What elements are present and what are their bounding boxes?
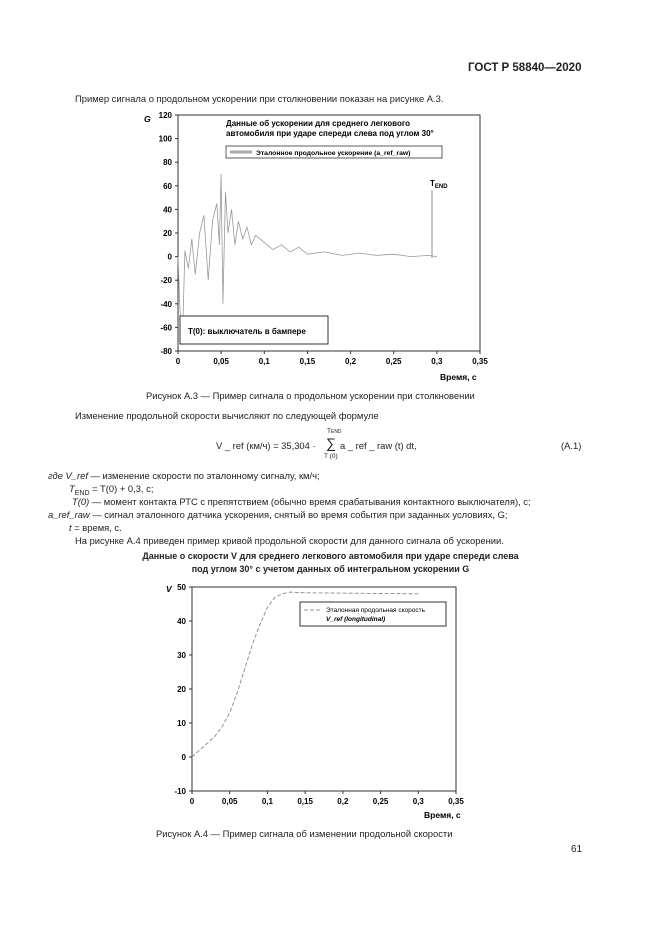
x-tick-label: 0,1	[258, 357, 270, 366]
where-line-5: t = время, с.	[69, 522, 122, 533]
y-tick-label: 30	[177, 651, 186, 660]
y-tick-label: 20	[177, 685, 186, 694]
y-tick-label: 60	[163, 181, 172, 191]
y-tick-label: 40	[163, 205, 172, 215]
figure-a4-caption: Рисунок А.4 — Пример сигнала об изменении продольной скорости	[156, 828, 453, 839]
x-tick-label: 0,2	[337, 797, 349, 806]
page-number: 61	[571, 844, 583, 855]
x-tick-label: 0,2	[345, 357, 357, 366]
y-axis-label: V	[166, 584, 172, 594]
x-axis-label: Время, с	[440, 372, 477, 382]
y-tick-label: -80	[160, 347, 172, 356]
figure-a4-title-line2: под углом 30° с учетом данных об интегральном ускорении G	[191, 564, 470, 574]
x-tick-label: 0,25	[385, 357, 402, 366]
x-axis-label: Время, с	[424, 810, 461, 820]
where-line-3: T(0) — момент контакта РТС с препятствием (обычно время срабатывания контактного выключателя), с;	[72, 496, 531, 507]
x-tick-label: 0,1	[261, 797, 273, 806]
formula-sum-top: TEND	[327, 428, 342, 435]
y-tick-label: 100	[158, 134, 172, 144]
tend-label: $T_{END}$	[430, 179, 448, 190]
x-tick-label: 0,15	[297, 797, 313, 806]
where-line-1: где V_ref — изменение скорости по эталонному сигналу, км/ч;	[48, 470, 320, 481]
figure-a4-title-line1: Данные о скорости V для среднего легкового автомобиля при ударе спереди слева	[142, 551, 519, 561]
x-tick-label: 0	[189, 797, 195, 806]
y-tick-label: -40	[160, 299, 172, 309]
where-line-4: a_ref_raw — сигнал эталонного датчика ускорения, снятый во время события при заданных условиях, G;	[48, 509, 508, 520]
y-tick-label: 120	[158, 111, 172, 120]
y-tick-label: 20	[163, 229, 172, 238]
x-tick-label: 0,05	[213, 357, 229, 366]
x-tick-label: 0	[175, 357, 181, 366]
y-tick-label: 0	[181, 753, 186, 762]
y-tick-label: 40	[177, 617, 186, 626]
y-tick-label: 80	[163, 158, 172, 168]
x-tick-label: 0,3	[412, 797, 424, 806]
sum-symbol: ∑	[326, 435, 336, 451]
where-line-2: $T_{END} = T(0) + 0,3$, с;	[69, 483, 154, 497]
y-tick-label: -60	[160, 323, 172, 333]
y-tick-label: 0	[167, 252, 172, 262]
formula-lhs: V _ ref (км/ч) = 35,304 ·	[216, 440, 316, 451]
x-tick-label: 0,35	[472, 357, 488, 366]
y-axis-label: G	[144, 114, 151, 124]
formula-rhs: a _ ref _ raw (t) dt,	[340, 440, 417, 451]
figure-a3-chart	[140, 108, 500, 388]
formula-number: (А.1)	[561, 440, 582, 451]
figure-a4-intro: На рисунке А.4 приведен пример кривой продольной скорости для данного сигнала об ускорении.	[75, 535, 504, 546]
x-tick-label: 0,15	[299, 357, 316, 366]
legend-text-line2: V_ref (longitudinal)	[326, 616, 386, 623]
legend-text: Эталонное продольное ускорение (a_ref_raw)	[256, 150, 411, 157]
x-tick-label: 0,25	[372, 797, 389, 806]
y-tick-label: -10	[174, 787, 186, 796]
formula-intro: Изменение продольной скорости вычисляют по следующей формуле	[75, 410, 379, 421]
standard-header: ГОСТ Р 58840—2020	[468, 62, 582, 74]
x-tick-label: 0,05	[221, 797, 238, 806]
figure-a4-chart	[160, 578, 480, 823]
x-tick-label: 0,35	[448, 797, 464, 806]
switch-box-label: T(0): выключатель в бампере	[188, 327, 306, 336]
annotation-title-line1: Данные об ускорении для среднего легкового	[226, 119, 410, 128]
legend-text-line1: Эталонная продольная скорость	[326, 607, 425, 614]
y-tick-label: 50	[177, 583, 186, 592]
intro-text: Пример сигнала о продольном ускорении при столкновении показан на рисунке А.3.	[75, 93, 444, 104]
figure-a3-caption: Рисунок А.3 — Пример сигнала о продольном ускорении при столкновении	[146, 390, 475, 401]
x-tick-label: 0,3	[431, 357, 443, 366]
annotation-title-line2: автомобиля при ударе спереди слева под углом 30°	[226, 129, 434, 138]
y-tick-label: 10	[177, 719, 186, 728]
formula-sum-bottom: T (0)	[324, 453, 338, 460]
y-tick-label: -20	[160, 276, 172, 286]
